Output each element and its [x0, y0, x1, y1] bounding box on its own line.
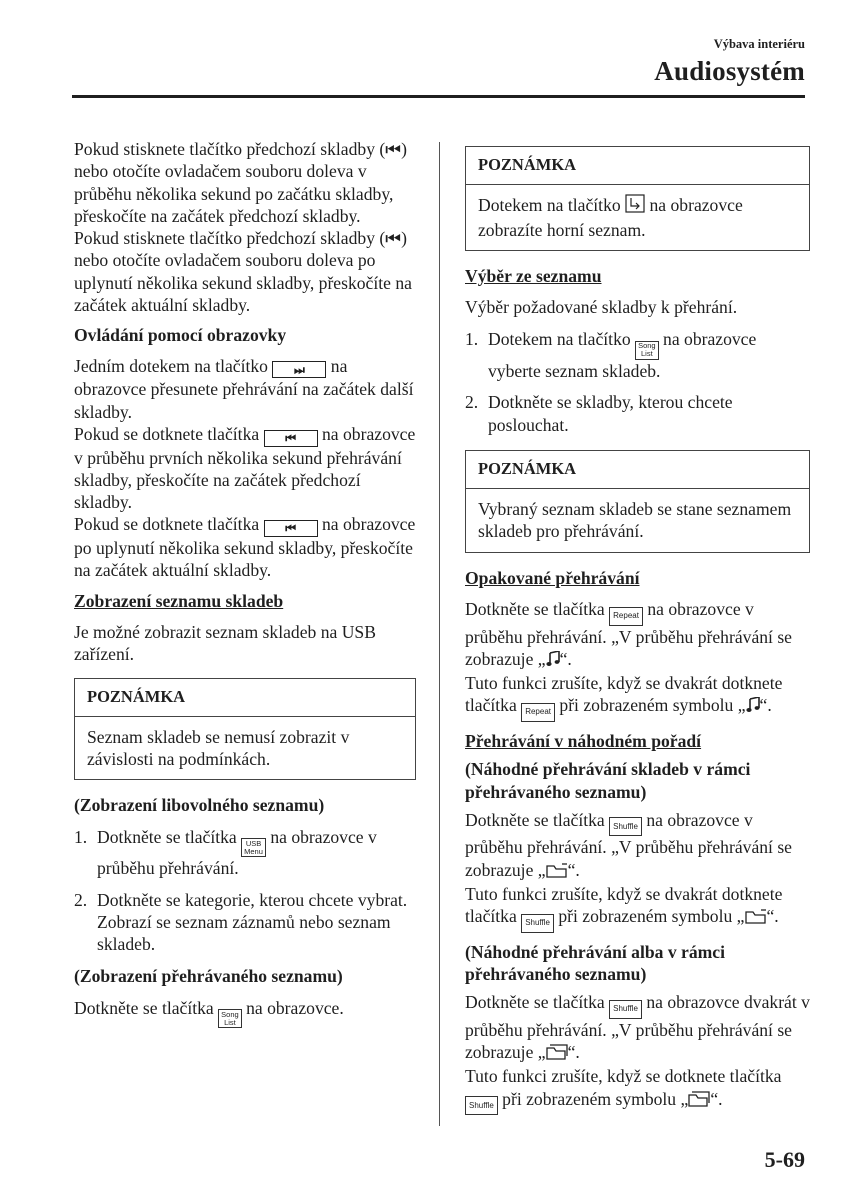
section-name: Výbava interiéru [713, 37, 805, 51]
shuffle-symbol-icon [546, 861, 568, 883]
shuffle-icon: Shuffle [609, 1000, 642, 1019]
album-shuffle-symbol-icon [688, 1090, 710, 1112]
album-shuffle-symbol-icon [546, 1043, 568, 1065]
section-heading-shuffle: Přehrávání v náhodném pořadí [465, 730, 702, 751]
usb-menu-icon: USB Menu [241, 838, 266, 857]
column-divider [439, 142, 440, 1126]
right-column [465, 146, 810, 1125]
shuffle-icon: Shuffle [521, 914, 554, 933]
shuffle-icon: Shuffle [465, 1096, 498, 1115]
subheading-shuffle-album: (Náhodné přehrávání alba v rámci přehrávaného seznamu) [465, 941, 725, 985]
note-box [465, 146, 810, 251]
list-item: 1. Dotekem na tlačítko Song List na obrazovce vyberte seznam skladeb. [465, 329, 757, 381]
note-box [465, 450, 810, 553]
note-text: Seznam skladeb se nemusí zobrazit v závislosti na podmínkách. [87, 726, 350, 770]
paragraph: Výběr požadované skladby k přehrání. [465, 297, 738, 318]
repeat-icon: Repeat [609, 607, 643, 626]
list-item: 2. Dotkněte se skladby, kterou chcete poslouchat. [465, 392, 733, 435]
paragraph: Dotkněte se tlačítka Repeat na obrazovce v průběhu přehrávání. „V průběhu přehrávání se zobrazuje „ “. [465, 598, 810, 672]
paragraph: Pokud se dotknete tlačítka ⏮ na obrazovce v průběhu prvních několika sekund přehrávání skladby, přeskočíte na začátek předchozí skladby. [74, 423, 416, 513]
paragraph: Jedním dotekem na tlačítko ⏭ na obrazovce přesunete přehrávání na začátek další skladby. [74, 355, 414, 422]
subheading-shuffle-tracks: (Náhodné přehrávání skladeb v rámci přehrávaného seznamu) [465, 759, 751, 802]
previous-track-icon: ⏮ [264, 430, 318, 447]
previous-track-icon: ⏮ [264, 520, 318, 537]
paragraph: Tuto funkci zrušíte, když se dvakrát dotknete tlačítka Shuffle při zobrazeném symbolu „ “. [465, 883, 810, 933]
note-box [74, 678, 416, 781]
subheading-any-list: (Zobrazení libovolného seznamu) [74, 795, 325, 816]
repeat-symbol-icon [746, 696, 760, 718]
section-heading-repeat: Opakované přehrávání [465, 567, 640, 588]
list-item: 1. Dotkněte se tlačítka USB Menu na obrazovce v průběhu přehrávání. [74, 826, 377, 879]
paragraph: Pokud stisknete tlačítko předchozí skladby (⏮) nebo otočíte ovladačem souboru doleva po uplynutí několika sekund skladby, přeskočíte na začátek aktuální skladby. [74, 228, 412, 316]
paragraph: Dotkněte se tlačítka Song List na obrazovce. [74, 997, 344, 1027]
steps-list [465, 328, 810, 435]
paragraph: Je možné zobrazit seznam skladeb na USB zařízení. [74, 621, 376, 665]
note-label: POZNÁMKA [466, 147, 809, 185]
paragraph: Dotkněte se tlačítka Shuffle na obrazovce dvakrát v průběhu přehrávání. „V průběhu přehrávání se zobrazuje „ “. [465, 991, 810, 1065]
paragraph: Pokud stisknete tlačítko předchozí skladby (⏮) nebo otočíte ovladačem souboru doleva v průběhu několika sekund po začátku skladby, přeskočíte na začátek předchozí skladby. [74, 139, 407, 226]
left-column [74, 138, 416, 1038]
section-heading-list: Zobrazení seznamu skladeb [74, 590, 284, 611]
paragraph: Tuto funkci zrušíte, když se dvakrát dotknete tlačítka Repeat při zobrazeném symbolu „ “. [465, 672, 810, 722]
steps-list [74, 826, 416, 956]
section-heading-screen: Ovládání pomocí obrazovky [74, 325, 287, 346]
shuffle-symbol-icon [745, 907, 767, 929]
note-label: POZNÁMKA [466, 451, 809, 489]
shuffle-icon: Shuffle [609, 817, 642, 836]
repeat-icon: Repeat [521, 703, 555, 722]
song-list-icon: Song List [218, 1009, 242, 1028]
page-title: Audiosystém [654, 56, 805, 86]
note-text: Vybraný seznam skladeb se stane seznamem skladeb pro přehrávání. [478, 499, 792, 542]
header-rule [72, 95, 805, 98]
next-track-icon: ⏭ [272, 361, 326, 378]
note-text: Dotekem na tlačítko na obrazovce zobrazíte horní seznam. [478, 195, 743, 240]
paragraph: Tuto funkci zrušíte, když se dotknete tlačítka Shuffle při zobrazeném symbolu „ “. [465, 1065, 810, 1115]
subheading-playing-list: (Zobrazení přehrávaného seznamu) [74, 966, 343, 987]
paragraph: Pokud se dotknete tlačítka ⏮ na obrazovce po uplynutí několika sekund skladby, přeskočíte na začátek aktuální skladby. [74, 514, 416, 581]
paragraph: Dotkněte se tlačítka Shuffle na obrazovce v průběhu přehrávání. „V průběhu přehrávání se zobrazuje „ “. [465, 809, 810, 883]
return-icon [625, 194, 645, 218]
song-list-icon: Song List [635, 341, 659, 360]
repeat-symbol-icon [546, 650, 560, 672]
list-item: 2. Dotkněte se kategorie, kterou chcete vybrat. Zobrazí se seznam záznamů nebo seznam skladeb. [74, 889, 408, 955]
section-heading-select: Výběr ze seznamu [465, 265, 602, 286]
note-label: POZNÁMKA [75, 679, 415, 717]
page-number: 5-69 [764, 1147, 805, 1172]
